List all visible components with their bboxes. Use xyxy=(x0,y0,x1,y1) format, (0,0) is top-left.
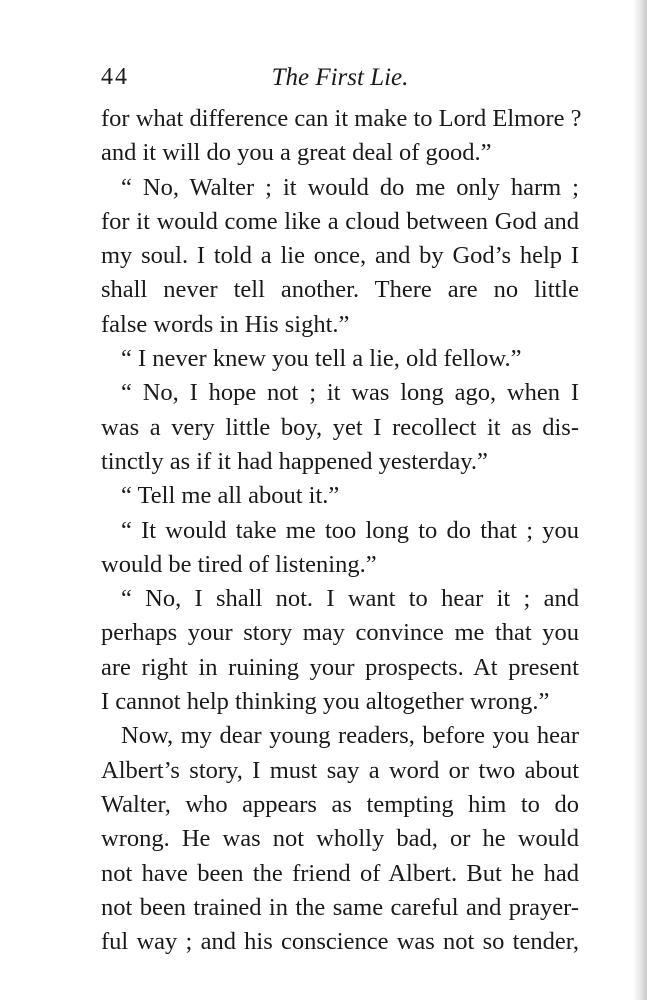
text-line: and it will do you a great deal of good.” xyxy=(101,139,492,167)
text-line: ful way ; and his conscience was not so tender, xyxy=(101,928,579,956)
text-line: Now, my dear young readers, before you hear xyxy=(121,722,579,750)
text-line: “ No, Walter ; it would do me only harm ; xyxy=(121,173,579,201)
body-text xyxy=(101,102,582,959)
page-spine-shadow xyxy=(633,0,647,1000)
text-line: for it would come like a cloud between God and xyxy=(101,207,579,235)
text-line: false words in His sight.” xyxy=(101,310,350,338)
text-line: “ Tell me all about it.” xyxy=(121,482,340,510)
running-title: The First Lie. xyxy=(271,64,409,91)
text-line: not been trained in the same careful and prayer- xyxy=(101,893,579,921)
text-line: “ It would take me too long to do that ; you xyxy=(121,516,579,544)
text-line: not have been the friend of Albert. But he had xyxy=(101,859,579,887)
text-line: wrong. He was not wholly bad, or he would xyxy=(101,825,579,853)
text-line: was a very little boy, yet I recollect it as dis- xyxy=(101,413,579,441)
text-line: “ No, I hope not ; it was long ago, when I xyxy=(121,379,579,407)
text-line: my soul. I told a lie once, and by God’s help I xyxy=(101,242,579,270)
text-line: I cannot help thinking you altogether wrong.” xyxy=(101,688,550,716)
text-line: for what difference can it make to Lord Elmore ? xyxy=(101,105,582,132)
text-line: would be tired of listening.” xyxy=(101,550,377,578)
page-number: 44 xyxy=(101,64,129,90)
text-line: Walter, who appears as tempting him to do xyxy=(101,790,579,818)
text-line: “ I never knew you tell a lie, old fellow.” xyxy=(121,345,522,373)
running-header xyxy=(101,58,579,98)
text-line: tinctly as if it had happened yesterday.” xyxy=(101,447,488,475)
text-line: are right in ruining your prospects. At present xyxy=(101,653,579,681)
text-line: Albert’s story, I must say a word or two about xyxy=(101,756,579,784)
text-line: “ No, I shall not. I want to hear it ; and xyxy=(121,585,579,613)
text-line: perhaps your story may convince me that you xyxy=(101,619,579,647)
text-line: shall never tell another. There are no little xyxy=(101,276,579,304)
